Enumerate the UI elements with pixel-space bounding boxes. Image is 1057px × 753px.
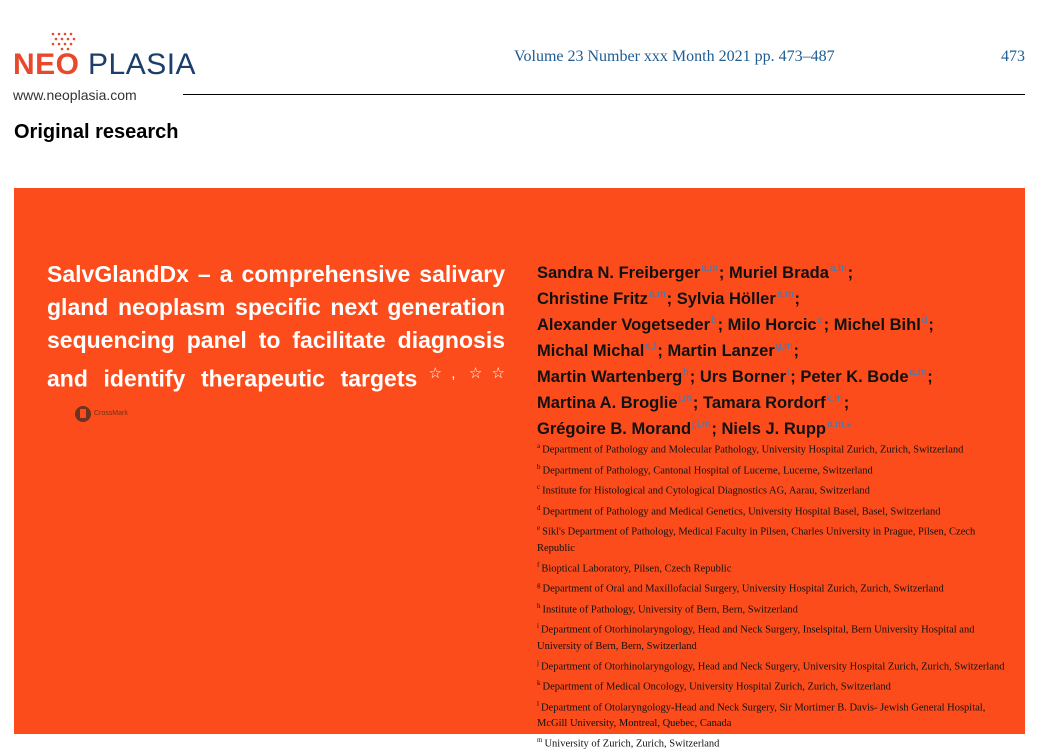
author-list xyxy=(537,258,1007,440)
affiliation-key: e xyxy=(537,524,541,532)
author-name[interactable]: Martin Lanzer xyxy=(667,341,775,360)
author-name[interactable]: Peter K. Bode xyxy=(800,367,909,386)
affiliation-list xyxy=(537,438,1007,753)
affiliation-text: Department of Medical Oncology, University Hospital Zurich, Zurich, Switzerland xyxy=(542,681,891,693)
author-entry xyxy=(800,368,932,386)
author-name[interactable]: Michel Bihl xyxy=(833,315,921,334)
affiliation-text: Department of Otorhinolaryngology, Head and Neck Surgery, Inselspital, Bern University Hospital and University of Bern, Bern, Switzerland xyxy=(537,624,975,652)
author-name[interactable]: Urs Borner xyxy=(699,367,787,386)
affiliation-key: m xyxy=(537,736,543,744)
crossmark-label: CrossMark xyxy=(94,410,128,418)
affiliation-text: Department of Otorhinolaryngology, Head and Neck Surgery, University Hospital Zurich, Zurich, Switzerland xyxy=(540,661,1005,672)
author-name[interactable]: Milo Horcic xyxy=(727,315,817,334)
author-name[interactable]: Christine Fritz xyxy=(537,289,648,308)
author-entry xyxy=(537,420,721,438)
author-affiliation-marks[interactable]: a,m,⁎ xyxy=(827,419,852,430)
author-name[interactable]: Michal Michal xyxy=(537,341,645,360)
author-entry xyxy=(728,316,834,334)
author-separator: ; xyxy=(657,341,668,360)
affiliation-text: Sikl's Department of Pathology, Medical Faculty in Pilsen, Charles University in Prague, Pilsen, Czech Republic xyxy=(537,526,976,554)
author-separator: ; xyxy=(843,393,850,412)
author-affiliation-marks[interactable]: e,f xyxy=(645,341,657,352)
author-entry xyxy=(537,264,729,282)
author-affiliation-marks[interactable]: a,m xyxy=(648,289,666,300)
affiliation-text: Institute for Histological and Cytological Diagnostics AG, Aarau, Switzerland xyxy=(542,485,870,497)
author-affiliation-marks[interactable]: a,m xyxy=(776,289,794,300)
author-name[interactable]: Alexander Vogetseder xyxy=(537,315,711,334)
logo-neo-text: NEO xyxy=(13,48,80,81)
article-title: SalvGlandDx – a comprehensive salivary gland neoplasm specific next generation sequencing panel to facilitate diagnosis and identify therapeutic targets xyxy=(47,261,505,392)
author-affiliation-marks[interactable]: c xyxy=(817,315,823,326)
crossmark-icon xyxy=(75,406,91,422)
author-separator: ; xyxy=(717,315,728,334)
affiliation-key: b xyxy=(537,462,541,471)
author-entry xyxy=(537,368,700,386)
author-separator: ; xyxy=(692,393,704,412)
author-affiliation-marks[interactable]: j,l,m xyxy=(692,419,711,430)
author-separator: ; xyxy=(794,289,800,308)
affiliation-key: j xyxy=(537,658,539,667)
affiliation-item xyxy=(537,500,1007,521)
author-entry xyxy=(537,316,728,334)
affiliation-text: Department of Otolaryngology-Head and Neck Surgery, Sir Mortimer B. Davis- Jewish General Hospital, McGill University, Montreal, Quebec, Canada xyxy=(537,702,986,729)
author-separator: ; xyxy=(927,367,933,386)
author-affiliation-marks[interactable]: a,m xyxy=(909,367,927,378)
affiliation-text: Department of Oral and Maxillofacial Surgery, University Hospital Zurich, Zurich, Switzerland xyxy=(542,583,944,595)
affiliation-key: k xyxy=(537,679,541,687)
crossmark-badge[interactable] xyxy=(75,397,128,430)
affiliation-text: Bioptical Laboratory, Pilsen, Czech Republic xyxy=(541,563,732,574)
affiliation-item xyxy=(537,675,1007,696)
affiliation-key: d xyxy=(537,503,541,512)
affiliation-item xyxy=(537,598,1007,619)
affiliation-item xyxy=(537,459,1007,480)
author-name[interactable]: Muriel Brada xyxy=(729,263,829,282)
author-separator: ; xyxy=(666,289,677,308)
author-name[interactable]: Sandra N. Freiberger xyxy=(537,263,701,282)
author-entry xyxy=(677,290,800,308)
author-separator: ; xyxy=(847,263,854,282)
affiliation-key: l xyxy=(537,699,539,708)
affiliation-item xyxy=(537,618,1007,655)
title-footnote-marks[interactable]: ☆, ☆☆ xyxy=(419,365,505,382)
author-name[interactable]: Tamara Rordorf xyxy=(703,393,826,412)
author-entry xyxy=(537,394,703,412)
author-separator: ; xyxy=(793,341,799,360)
journal-volume-info: Volume 23 Number xxx Month 2021 pp. 473–487 xyxy=(514,48,835,65)
affiliation-key: g xyxy=(537,581,541,589)
author-name[interactable]: Martina A. Broglie xyxy=(537,393,678,412)
affiliation-key: a xyxy=(537,442,541,450)
affiliation-text: Department of Pathology, Cantonal Hospital of Lucerne, Lucerne, Switzerland xyxy=(542,465,873,476)
affiliation-text: Institute of Pathology, University of Bern, Bern, Switzerland xyxy=(542,604,798,615)
author-affiliation-marks[interactable]: j,m xyxy=(678,393,692,404)
affiliation-text: University of Zurich, Zurich, Switzerland xyxy=(544,738,720,750)
header-divider xyxy=(183,94,1025,95)
author-name[interactable]: Sylvia Höller xyxy=(676,289,776,308)
author-entry xyxy=(537,290,677,308)
author-affiliation-marks[interactable]: k,m xyxy=(826,393,843,404)
author-affiliation-marks[interactable]: d xyxy=(921,315,928,326)
author-entry xyxy=(700,368,801,386)
affiliation-item xyxy=(537,520,1007,557)
affiliation-text: Department of Pathology and Molecular Pathology, University Hospital Zurich, Zurich, Switzerland xyxy=(542,444,964,456)
author-entry xyxy=(703,394,849,412)
author-entry xyxy=(537,342,668,360)
article-type-label: Original research xyxy=(14,121,179,143)
author-separator: ; xyxy=(711,419,722,438)
page-number: 473 xyxy=(1001,48,1025,65)
author-separator: ; xyxy=(790,367,801,386)
author-separator: ; xyxy=(823,315,834,334)
author-affiliation-marks[interactable]: a,m xyxy=(701,263,718,274)
author-name[interactable]: Martin Wartenberg xyxy=(537,367,683,386)
affiliation-item xyxy=(537,577,1007,598)
affiliation-key: c xyxy=(537,483,541,491)
author-affiliation-marks[interactable]: g,m xyxy=(775,341,793,352)
logo-plasia-text: PLASIA xyxy=(88,48,197,81)
affiliation-item xyxy=(537,655,1007,676)
affiliation-item xyxy=(537,438,1007,459)
author-name[interactable]: Niels J. Rupp xyxy=(721,419,826,438)
affiliation-item xyxy=(537,732,1007,753)
author-entry xyxy=(834,316,934,334)
author-entry xyxy=(721,420,852,438)
author-separator: ; xyxy=(689,367,700,386)
author-affiliation-marks[interactable]: a,m xyxy=(829,263,847,274)
journal-logo xyxy=(13,30,197,106)
author-name[interactable]: Grégoire B. Morand xyxy=(537,419,692,438)
affiliation-item xyxy=(537,479,1007,500)
author-separator: ; xyxy=(718,263,729,282)
affiliation-item xyxy=(537,557,1007,578)
author-affiliation-marks[interactable]: i xyxy=(787,367,790,378)
author-separator: ; xyxy=(928,315,934,334)
journal-website-link[interactable]: www.neoplasia.com xyxy=(13,87,137,103)
affiliation-text: Department of Pathology and Medical Genetics, University Hospital Basel, Basel, Switzerland xyxy=(542,506,941,517)
affiliation-item xyxy=(537,696,1007,733)
title-banner xyxy=(14,188,1025,750)
author-affiliation-marks[interactable]: h xyxy=(683,367,689,378)
author-entry xyxy=(668,342,799,360)
affiliation-key: i xyxy=(537,622,539,630)
author-entry xyxy=(729,264,853,282)
affiliation-key: h xyxy=(537,601,541,610)
affiliation-key: f xyxy=(537,560,540,569)
author-affiliation-marks[interactable]: b xyxy=(711,315,717,326)
article-title-block xyxy=(47,258,505,430)
